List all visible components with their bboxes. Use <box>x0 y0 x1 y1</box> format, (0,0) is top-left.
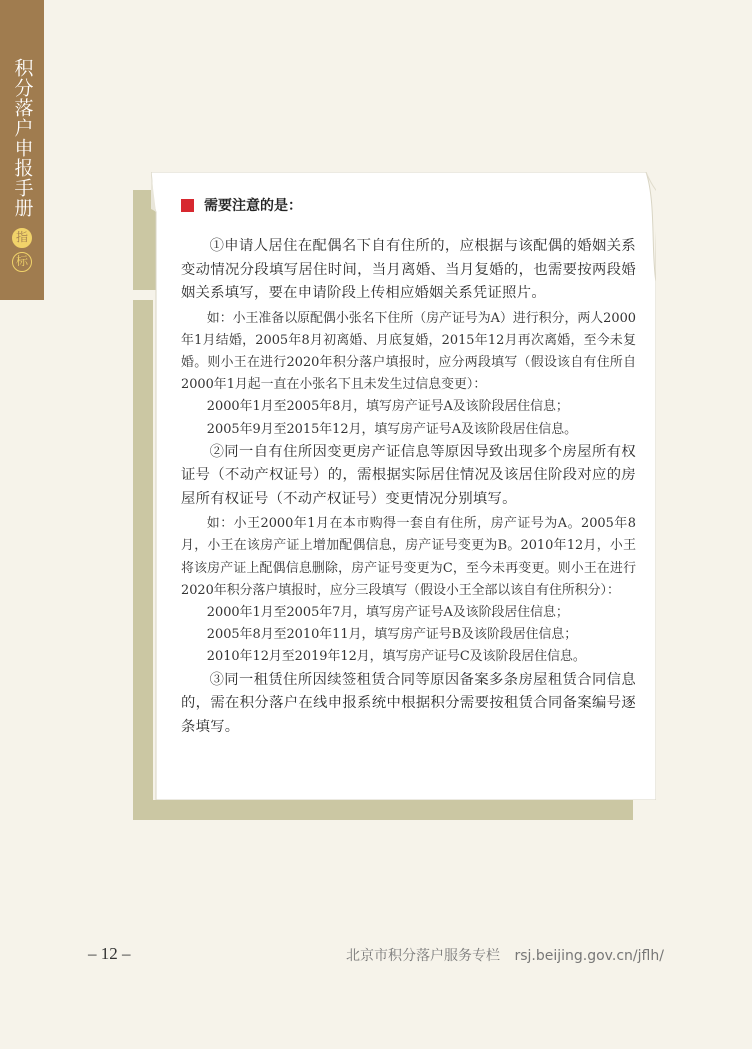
example-1-line-1: 2000年1月至2005年8月，填写房产证号A及该阶段居住信息； <box>206 399 569 415</box>
example-1: 如：小王准备以原配偶小张名下住所（房产证号为A）进行积分，两人2000年1月结婚，2005年8月初离婚、月底复婚，2015年12月再次离婚，至今未复婚。则小王在进行2020年积分落户填报时，应分两段填写（假设该自有住所自2000年1月起一直在小张名下且未发生过信息变更）： <box>181 310 636 393</box>
note-content <box>181 195 636 739</box>
paragraph-2: ②同一自有住所因变更房产证信息等原因导致出现多个房屋所有权证号（不动产权证号）的，需根据实际居住情况及该居住阶段对应的房屋所有权证号（不动产权证号）变更情况分别填写。 <box>181 443 636 507</box>
page-number: – 12 – <box>88 944 131 963</box>
example-2-line-2: 2005年8月至2010年11月，填写房产证号B及该阶段居住信息； <box>206 627 578 643</box>
footer-column-name: 北京市积分落户服务专栏 <box>346 948 500 964</box>
note-heading-text: 需要注意的是： <box>204 198 302 214</box>
paragraph-3: ③同一租赁住所因续签租赁合同等原因备案多条房屋租赁合同信息的，需在积分落户在线申报系统中根据积分需要按租赁合同备案编号逐条填写。 <box>181 671 636 735</box>
red-square-marker <box>181 199 194 212</box>
footer-url[interactable]: rsj.beijing.gov.cn/jflh/ <box>514 948 664 964</box>
example-1-line-2: 2005年9月至2015年12月，填写房产证号A及该阶段居住信息。 <box>206 421 578 437</box>
example-2-line-3: 2010年12月至2019年12月，填写房产证号C及该阶段居住信息。 <box>206 649 586 665</box>
footer-source <box>346 945 664 965</box>
sidebar-circle-2: 标 <box>12 252 32 272</box>
sidebar-title: 积分落户申报手册 <box>11 58 34 218</box>
sidebar-tab <box>0 0 44 300</box>
example-2: 如：小王2000年1月在本市购得一套自有住所，房产证号为A。2005年8月，小王在该房产证上增加配偶信息，房产证号变更为B。2010年12月，小王将该房产证上配偶信息删除，房产证号变更为C，至今未再变更。则小王在进行2020年积分落户填报时，应分三段填写（假设小王全部以该自有住所积分）： <box>181 516 636 598</box>
example-2-line-1: 2000年1月至2005年7月，填写房产证号A及该阶段居住信息； <box>206 605 569 621</box>
note-heading <box>181 195 636 215</box>
paragraph-1: ①申请人居住在配偶名下自有住所的，应根据与该配偶的婚姻关系变动情况分段填写居住时间，当月离婚、当月复婚的，也需要按两段婚姻关系填写，要在申请阶段上传相应婚姻关系凭证照片。 <box>181 238 636 301</box>
sidebar-circle-1: 指 <box>12 228 32 248</box>
sidebar-circles <box>12 228 32 272</box>
